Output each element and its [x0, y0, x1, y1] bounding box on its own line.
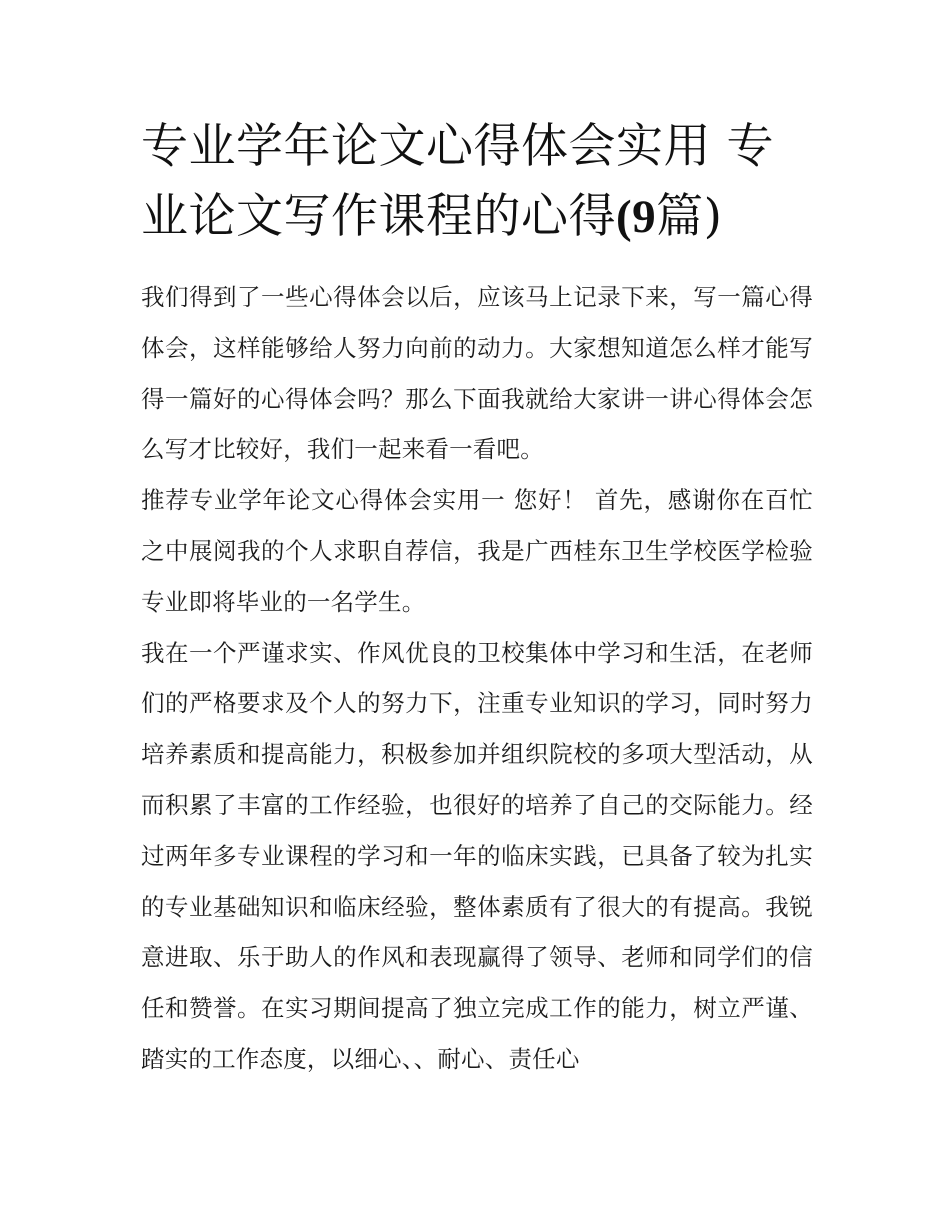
page-title — [141, 112, 813, 252]
title-line-2-text: 业论文写作课程的心得 — [141, 189, 616, 244]
document-body — [141, 112, 813, 1085]
title-count: (9 — [616, 191, 657, 243]
paragraph-recommendation: 推荐专业学年论文心得体会实用一 您好！ 首先，感谢你在百忙之中展阅我的个人求职自荐信，我是广西桂东卫生学校医学检验专业即将毕业的一名学生。 — [141, 486, 813, 616]
paragraph-intro: 我们得到了一些心得体会以后，应该马上记录下来，写一篇心得体会，这样能够给人努力向前的动力。大家想知道怎么样才能写得一篇好的心得体会吗？那么下面我就给大家讲一讲心得体会怎么写才比较好，我们一起来看一看吧。 — [141, 283, 813, 464]
title-suffix: 篇) — [656, 189, 723, 244]
paragraph-self-introduction: 我在一个严谨求实、作风优良的卫校集体中学习和生活，在老师们的严格要求及个人的努力下，注重专业知识的学习，同时努力培养素质和提高能力，积极参加并组织院校的多项大型活动，从而积累了丰富的工作经验，也很好的培养了自己的交际能力。经过两年多专业课程的学习和一年的临床实践，已具备了较为扎实的专业基础知识和临床经验，整体素质有了很大的有提高。我锐意进取、乐于助人的作风和表现赢得了领导、老师和同学们的信任和赞誉。在实习期间提高了独立完成工作的能力，树立严谨、踏实的工作态度，以细心、、耐心、责任心 — [141, 638, 813, 1073]
title-line-1: 专业学年论文心得体会实用 专 — [141, 119, 774, 174]
